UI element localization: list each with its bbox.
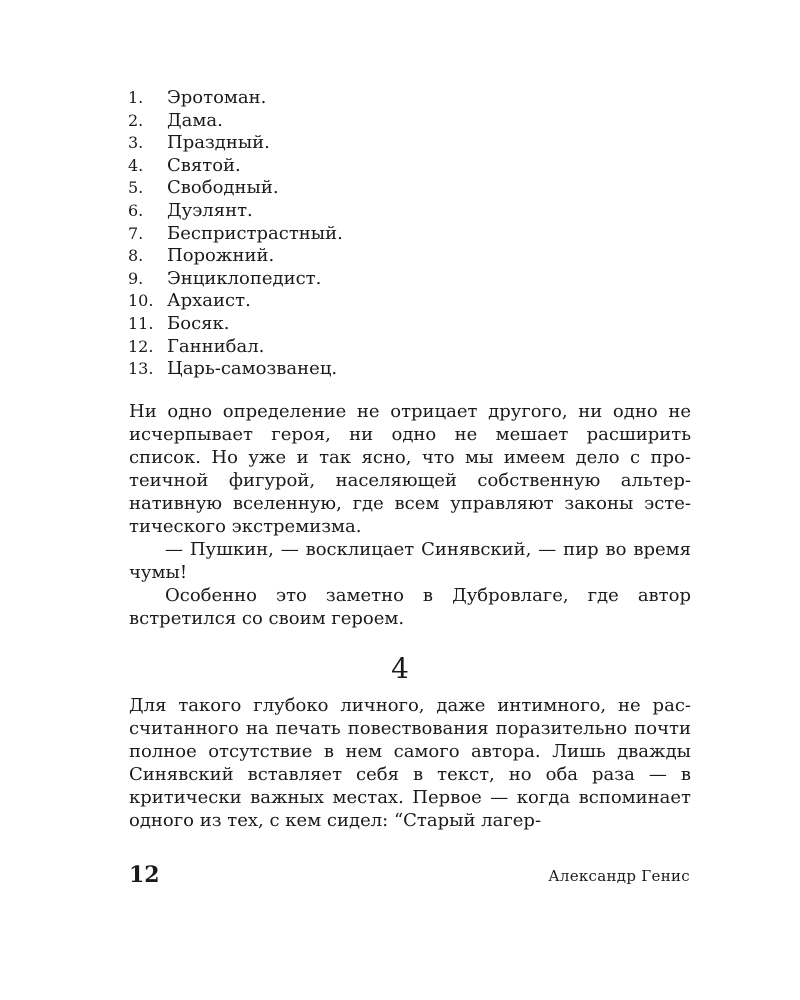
list-item: [128, 177, 688, 200]
paragraph: — Пушкин, — восклицает Синявский, — пир во время чумы!: [129, 539, 691, 583]
list-item-text: Беспристрастный.: [167, 222, 343, 244]
list-item: [128, 290, 688, 313]
list-item-text: Босяк.: [167, 312, 230, 334]
list-item-number: 1.: [128, 88, 144, 107]
list-item-number: 5.: [128, 178, 144, 198]
list-item-number: 13.: [128, 359, 154, 379]
paragraph: Особенно это заметно в Дубровлаге, где автор встретился со своим героем.: [129, 585, 691, 629]
list-item-number: 2.: [128, 110, 144, 130]
list-item-number: 10.: [128, 291, 154, 311]
list-item-number: 3.: [128, 133, 144, 153]
list-item-text: Эротоман.: [167, 87, 267, 108]
list-item: [128, 336, 688, 359]
list-item-text: Архаист.: [167, 290, 251, 312]
chapter-number: 4: [391, 652, 409, 685]
list-item-number: 8.: [128, 246, 144, 266]
list-item: [128, 223, 688, 246]
list-item-text: Ганнибал.: [167, 335, 265, 357]
list-item-text: Дуэлянт.: [167, 199, 253, 221]
numbered-list: [128, 87, 688, 381]
list-item-text: Свободный.: [167, 177, 279, 199]
text-block-2: [129, 694, 691, 832]
list-item: [128, 132, 688, 155]
text-block-1: [129, 400, 691, 630]
list-item-text: Энциклопедист.: [167, 267, 322, 289]
list-item: [128, 268, 688, 291]
paragraph: Ни одно определение не отрицает другого, ни одно не исчерпывает героя, ни одно не мешает расширить список. Но уже и так ясно, что мы имеем дело с протеичной фигурой, населяющей собственную альтернативную вселенную, где всем управляют законы эстетического экстремизма.: [129, 401, 691, 537]
list-item-number: 7.: [128, 223, 144, 243]
list-item: [128, 358, 688, 381]
list-item-number: 11.: [128, 313, 154, 333]
running-footer-author: Александр Генис: [548, 867, 690, 885]
list-item-number: 6.: [128, 200, 144, 220]
list-item: [128, 87, 688, 110]
list-item-text: Праздный.: [167, 132, 270, 154]
list-item-number: 12.: [128, 336, 154, 356]
list-item: [128, 200, 688, 223]
list-item-number: 4.: [128, 155, 144, 175]
list-item-text: Дама.: [167, 109, 223, 131]
list-item: [128, 245, 688, 268]
list-item: [128, 155, 688, 178]
page-number: 12: [129, 862, 160, 888]
list-item: [128, 110, 688, 133]
list-item-number: 9.: [128, 268, 144, 288]
list-item: [128, 313, 688, 336]
paragraph: Для такого глубоко личного, даже интимного, не рассчитанного на печать повествования поразительно почти полное отсутствие в нем самого автора. Лишь дважды Синявский вставляет себя в текст, но оба раза — в критически важных местах. Первое — когда вспоминает одного из тех, с кем сидел: “Старый лагер-: [129, 695, 691, 831]
list-item-text: Святой.: [167, 154, 241, 176]
list-item-text: Царь-самозванец.: [167, 358, 338, 380]
list-item-text: Порожний.: [167, 245, 275, 267]
